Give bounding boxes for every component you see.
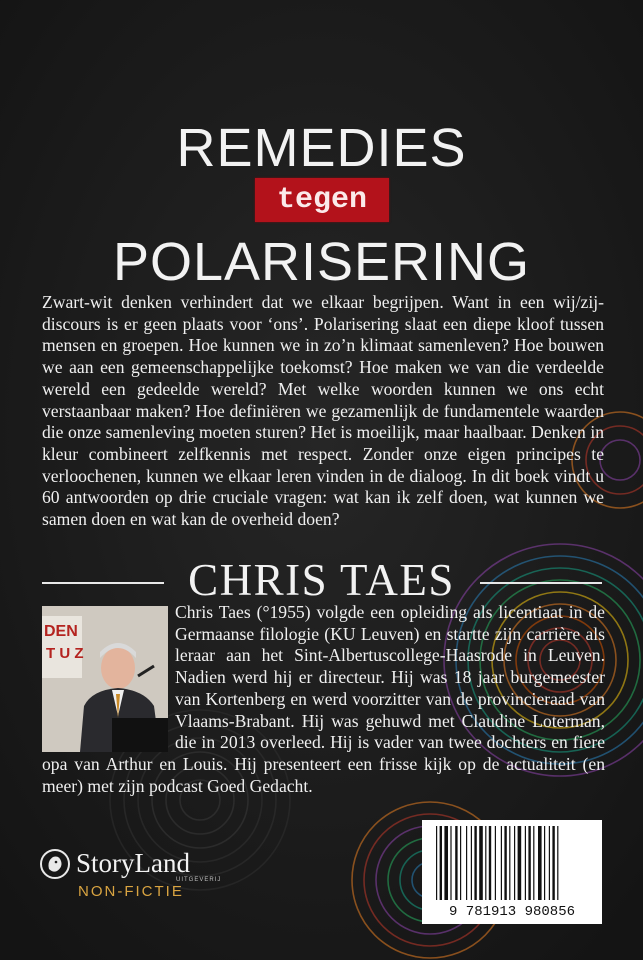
- title-connector: tegen: [276, 183, 367, 217]
- title-line-2: POLARISERING: [112, 232, 531, 292]
- author-name: CHRIS TAES: [188, 555, 455, 605]
- isbn-number: 9 781913 980856: [448, 904, 576, 920]
- publisher-subtitle: UITGEVERIJ: [176, 877, 222, 883]
- barcode-icon: [422, 820, 602, 904]
- publisher-name: StoryLand: [76, 848, 190, 878]
- author-bio: Chris Taes (°1955) volgde een opleiding als licentiaat in de Germaanse filologie (KU Leuven) en startte zijn carrière als leraar aan het Sint-Albertuscollege-Haasrode in Leuven. Nadien werd hij er directeur. Hij was 18 jaar burgemeester van Kortenberg en werd voorzitter van de provincieraad van Vlaams-Brabant. Hij was gehuwd met Claudine Loterman, die in 2013 overleed. Hij is vader van twee dochters en fiere opa van Arthur en Louis. Hij presenteert een frisse kijk op de actualiteit (en meer) met zijn podcast Goed Gedacht.: [42, 602, 605, 796]
- title-line-1: REMEDIES: [176, 118, 467, 178]
- svg-text:DEN: DEN: [44, 623, 78, 640]
- category-label: NON-FICTIE: [78, 883, 184, 900]
- lion-head-icon: [40, 849, 70, 879]
- book-blurb: Zwart-wit denken verhindert dat we elkaar begrijpen. Want in een wij/zij-discours is er geen plaats voor ‘ons’. Polarisering slaat een diepe kloof tussen mensen en groepen. Hoe kunnen we in zo’n klimaat samenleven? Hoe bouwen we aan een gemeenschappelijke toekomst? Hoe maken we van die verdeelde wereld een gedeelde wereld? Met welke woorden kunnen we ons echt verstaanbaar maken? Hoe definiëren we gezamenlijk de fundamentele waarden die onze samenleving moeten sturen? Het is moeilijk, maar haalbaar. Denken in kleur combineert zelfkennis met respect. Zonder onze eigen principes te verloochenen, kunnen we elkaar leren vinden in de dialoog. In dit boek vindt u 60 antwoorden op drie cruciale vragen: wat kan ik zelf doen, wat kunnen we samen doen en wat kan de overheid doen?: [42, 292, 604, 530]
- author-photo: [42, 606, 168, 752]
- isbn-barcode: [422, 820, 602, 924]
- svg-text:T U Z: T U Z: [46, 645, 84, 662]
- author-rule-right: [480, 582, 602, 584]
- publisher-logo: [40, 843, 240, 903]
